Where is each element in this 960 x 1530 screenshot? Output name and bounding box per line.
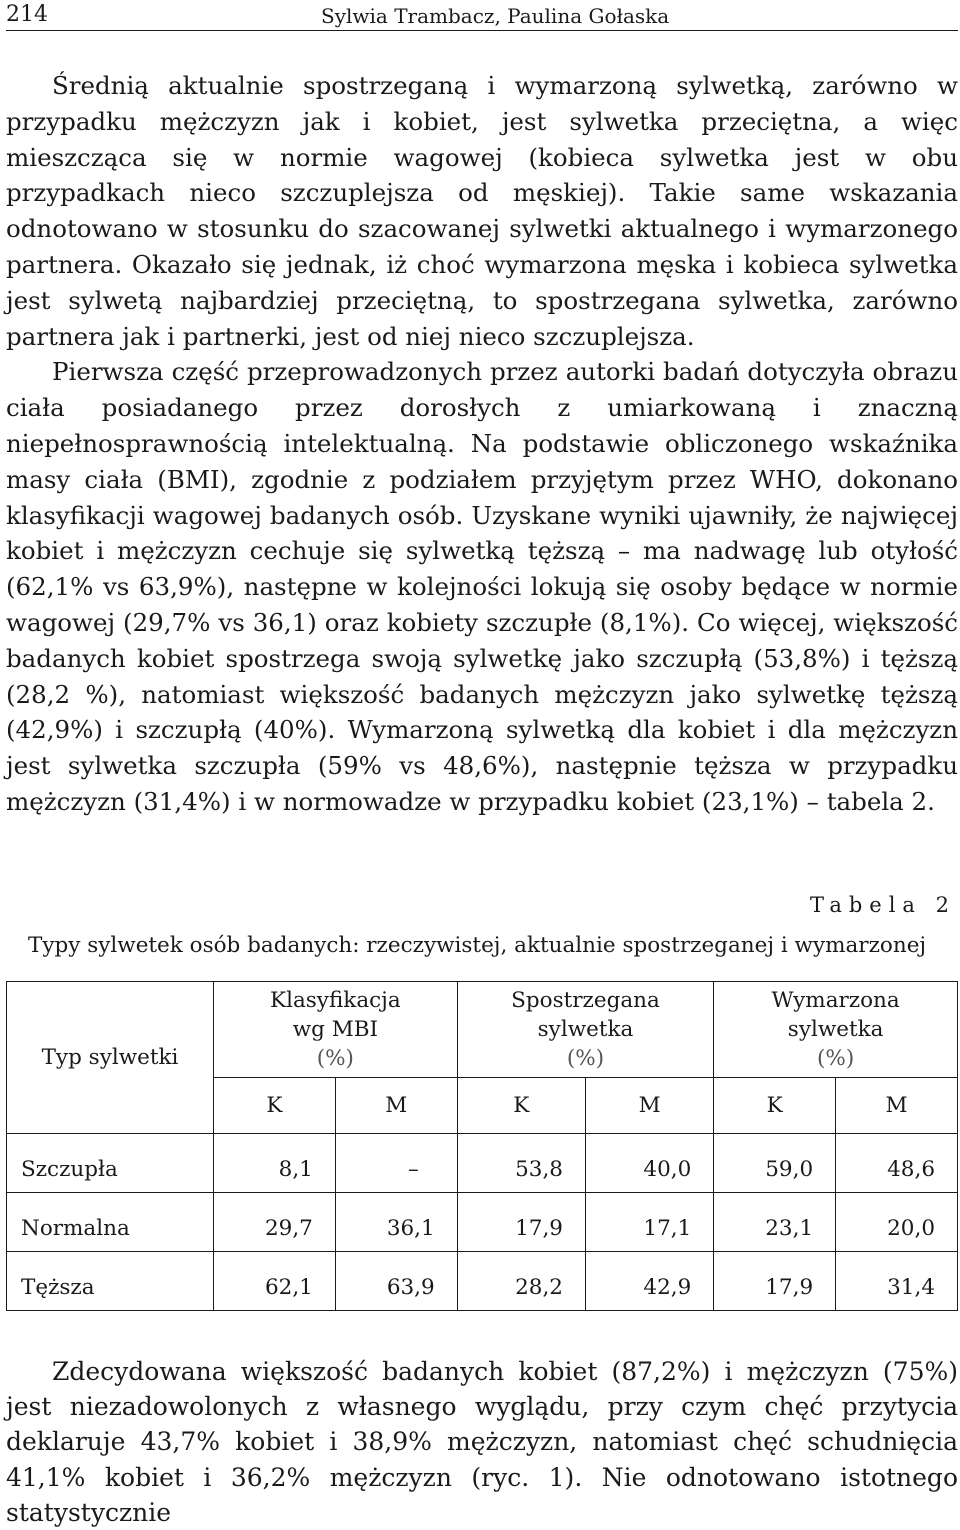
running-head: Sylwia Trambacz, Paulina Gołaska xyxy=(321,4,670,28)
column-subheader: M xyxy=(335,1078,457,1134)
table-cell: 17,1 xyxy=(585,1193,713,1252)
body-text-top xyxy=(6,68,958,820)
data-table xyxy=(6,981,958,1311)
row-label: Szczupła xyxy=(7,1134,214,1193)
table-cell: 8,1 xyxy=(214,1134,336,1193)
table-label: Tabela 2 xyxy=(809,893,956,917)
column-group-header: Klasyfikacja wg MBI (%) xyxy=(214,982,458,1078)
table-caption: Typy sylwetek osób badanych: rzeczywistej, aktualnie spostrzeganej i wymarzonej xyxy=(28,933,927,958)
table-cell: 23,1 xyxy=(714,1193,836,1252)
table-cell: 42,9 xyxy=(585,1252,713,1311)
table-cell: 62,1 xyxy=(214,1252,336,1311)
page-number: 214 xyxy=(6,2,48,27)
column-subheader: M xyxy=(836,1078,958,1134)
column-subheader: K xyxy=(457,1078,585,1134)
table-row xyxy=(7,1193,958,1252)
table-cell: 53,8 xyxy=(457,1134,585,1193)
table-row xyxy=(7,1134,958,1193)
row-label: Tęższa xyxy=(7,1252,214,1311)
table-cell: 20,0 xyxy=(836,1193,958,1252)
table-cell: 48,6 xyxy=(836,1134,958,1193)
table-cell: 31,4 xyxy=(836,1252,958,1311)
column-subheader: M xyxy=(585,1078,713,1134)
column-header-type: Typ sylwetki xyxy=(7,982,214,1134)
column-group-header: Spostrzegana sylwetka (%) xyxy=(457,982,714,1078)
paragraph: Pierwsza część przeprowadzonych przez autorki badań dotyczyła obrazu ciała posiadanego przez dorosłych z umiarkowaną i znaczną niepełnosprawnością intelektualną. Na podstawie obliczonego wskaźnika masy ciała (BMI), zgodnie z podziałem przyjętym przez WHO, dokonano klasyfikacji wagowej badanych osób. Uzyskane wyniki ujawniły, że najwięcej kobiet i mężczyzn cechuje się sylwetką tęższą – ma nadwagę lub otyłość (62,1% vs 63,9%), następne w kolejności lokują się osoby będące w normie wagowej (29,7% vs 36,1) oraz kobiety szczupłe (8,1%). Co więcej, większość badanych kobiet spostrzega swoją sylwetkę jako szczupłą (53,8%) i tęższą (28,2 %), natomiast większość badanych mężczyzn jako sylwetkę tęższą (42,9%) i szczupłą (40%). Wymarzoną sylwetką dla kobiet i dla mężczyzn jest sylwetka szczupła (59% vs 48,6%), następnie tęższa w przypadku mężczyzn (31,4%) i w normowadze w przypadku kobiet (23,1%) – tabela 2. xyxy=(6,357,958,816)
table-cell: 36,1 xyxy=(335,1193,457,1252)
table-cell: 28,2 xyxy=(457,1252,585,1311)
table-cell: – xyxy=(335,1134,457,1193)
table-cell: 17,9 xyxy=(457,1193,585,1252)
table-cell: 29,7 xyxy=(214,1193,336,1252)
page-header xyxy=(6,0,958,31)
column-group-header: Wymarzona sylwetka (%) xyxy=(714,982,958,1078)
body-text-bottom xyxy=(6,1354,958,1530)
column-subheader: K xyxy=(714,1078,836,1134)
row-label: Normalna xyxy=(7,1193,214,1252)
table-cell: 40,0 xyxy=(585,1134,713,1193)
table-cell: 63,9 xyxy=(335,1252,457,1311)
table-cell: 17,9 xyxy=(714,1252,836,1311)
table-cell: 59,0 xyxy=(714,1134,836,1193)
column-subheader: K xyxy=(214,1078,336,1134)
table-row xyxy=(7,1252,958,1311)
paragraph: Zdecydowana większość badanych kobiet (87,2%) i mężczyzn (75%) jest niezadowolonych z własnego wyglądu, przy czym chęć przytycia deklaruje 43,7% kobiet i 38,9% mężczyzn, natomiast chęć schudnięcia 41,1% kobiet i 36,2% mężczyzn (ryc. 1). Nie odnotowano istotnego statystycznie xyxy=(6,1357,958,1527)
paragraph: Średnią aktualnie spostrzeganą i wymarzoną sylwetką, zarówno w przypadku mężczyzn jak i kobiet, jest sylwetka przeciętna, a więc mieszcząca się w normie wagowej (kobieca sylwetka jest w obu przypadkach nieco szczuplejsza od męskiej). Takie same wskazania odnotowano w stosunku do szacowanej sylwetki aktualnego i wymarzonego partnera. Okazało się jednak, iż choć wymarzona męska i kobieca sylwetka jest sylwetą najbardziej przeciętną, to spostrzegana sylwetka, zarówno partnera jak i partnerki, jest od niej nieco szczuplejsza. xyxy=(6,71,958,351)
